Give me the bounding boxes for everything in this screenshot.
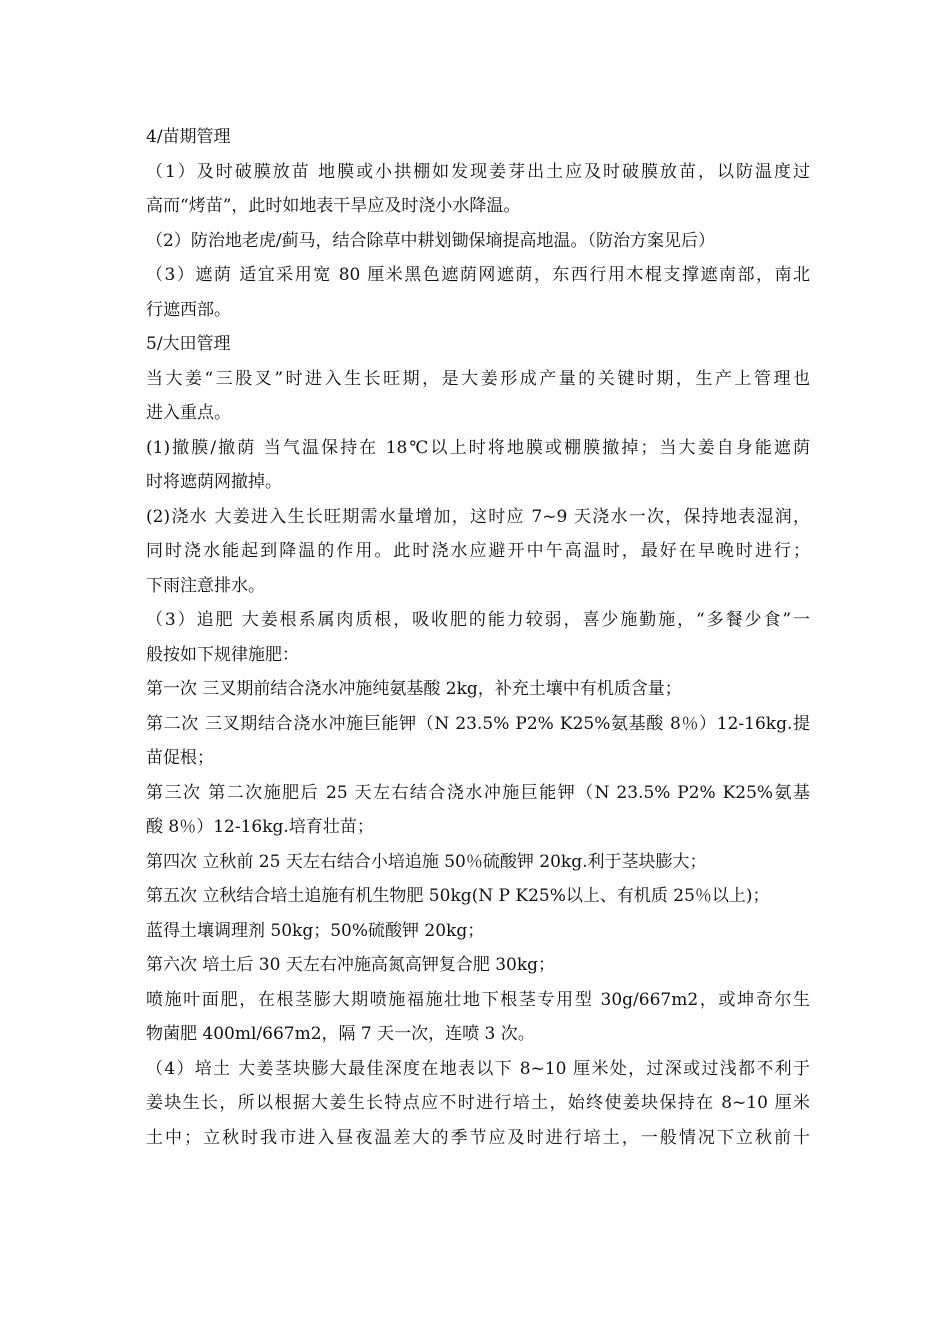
- paragraph-line: （2）防治地老虎/蓟马，结合除草中耕划锄保墒提高地温。（防治方案见后）: [146, 230, 716, 251]
- paragraph-line: 土中；立秋时我市进入昼夜温差大的季节应及时进行培土，一般情况下立秋前十: [146, 1127, 810, 1148]
- section-heading-field-management: 5/大田管理: [146, 334, 231, 354]
- paragraph-line: 苗促根；: [146, 748, 214, 768]
- paragraph-line: (1)撤膜/撤荫 当气温保持在 18℃以上时将地膜或棚膜撤掉；当大姜自身能遮荫: [146, 437, 810, 458]
- paragraph-line: （4）培土 大姜茎块膨大最佳深度在地表以下 8~10 厘米处，过深或过浅都不利于: [146, 1058, 810, 1079]
- fertilizing-step-line: 第一次 三叉期前结合浇水冲施纯氨基酸 2kg，补充土壤中有机质含量；: [146, 679, 682, 699]
- paragraph-line: 进入重点。: [146, 403, 231, 423]
- section-heading-seedling-management: 4/苗期管理: [146, 127, 231, 147]
- fertilizing-step-line: 第三次 第二次施肥后 25 天左右结合浇水冲施巨能钾（N 23.5% P2% K25%氨基: [146, 782, 810, 803]
- paragraph-line: (2)浇水 大姜进入生长旺期需水量增加，这时应 7~9 天浇水一次，保持地表湿润，: [146, 506, 810, 527]
- fertilizing-step-line: 第四次 立秋前 25 天左右结合小培追施 50％硫酸钾 20kg.利于茎块膨大；: [146, 851, 707, 872]
- paragraph-line: 喷施叶面肥，在根茎膨大期喷施福施壮地下根茎专用型 30g/667m2，或坤奇尔生: [146, 989, 810, 1010]
- paragraph-line: （3）追肥 大姜根系属肉质根，吸收肥的能力较弱，喜少施勤施，“多餐少食”一: [146, 610, 810, 630]
- paragraph-line: 酸 8％）12-16kg.培育壮苗；: [146, 817, 374, 837]
- fertilizing-step-line: 第二次 三叉期结合浇水冲施巨能钾（N 23.5% P2% K25%氨基酸 8％）12-16kg.提: [146, 713, 810, 734]
- paragraph-line: 高而“烤苗”，此时如地表干旱应及时浇小水降温。: [146, 196, 521, 216]
- paragraph-line: 姜块生长，所以根据大姜生长特点应不时进行培土，始终使姜块保持在 8~10 厘米: [146, 1093, 810, 1113]
- paragraph-line: （3）遮荫 适宜采用宽 80 厘米黑色遮荫网遮荫，东西行用木棍支撑遮南部，南北: [146, 265, 810, 285]
- paragraph-line: 行遮西部。: [146, 299, 231, 320]
- paragraph-line: 般按如下规律施肥：: [146, 644, 299, 665]
- paragraph-line: 蓝得土壤调理剂 50kg；50%硫酸钾 20kg；: [146, 920, 485, 941]
- document-body: [146, 120, 810, 1155]
- fertilizing-step-line: 第六次 培土后 30 天左右冲施高氮高钾复合肥 30kg；: [146, 955, 556, 975]
- paragraph-line: 时将遮荫网撤掉。: [146, 472, 282, 492]
- paragraph-line: 物菌肥 400ml/667m2，隔 7 天一次，连喷 3 次。: [146, 1024, 535, 1044]
- fertilizing-step-line: 第五次 立秋结合培土追施有机生物肥 50kg(N P K25%以上、有机质 25％以上)；: [146, 886, 770, 906]
- paragraph-line: 当大姜“三股叉”时进入生长旺期，是大姜形成产量的关键时期，生产上管理也: [146, 368, 810, 389]
- paragraph-line: 下雨注意排水。: [146, 575, 265, 596]
- paragraph-line: 同时浇水能起到降温的作用。此时浇水应避开中午高温时，最好在早晚时进行；: [146, 541, 810, 561]
- paragraph-line: （1）及时破膜放苗 地膜或小拱棚如发现姜芽出土应及时破膜放苗，以防温度过: [146, 161, 810, 182]
